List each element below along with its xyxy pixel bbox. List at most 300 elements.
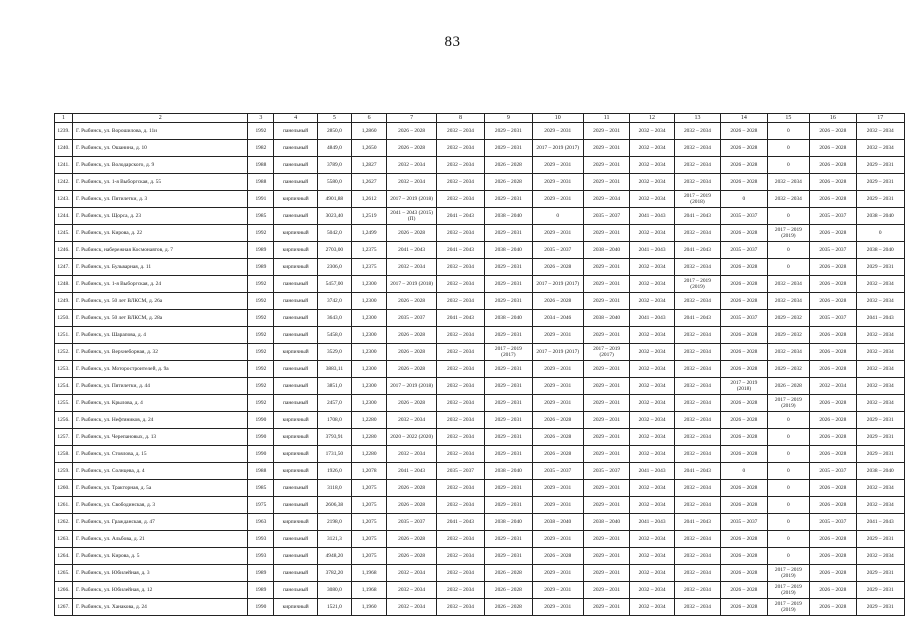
table-cell: 2032 – 2034 — [674, 429, 720, 446]
table-cell: 2032 – 2034 — [436, 412, 484, 429]
table-cell: 1990 — [248, 429, 274, 446]
table-row — [55, 378, 905, 395]
table-cell: панельный — [274, 208, 318, 225]
table-cell: 0 — [767, 208, 810, 225]
table-cell: 2035 – 2037 — [583, 463, 629, 480]
table-cell: 1992 — [248, 310, 274, 327]
table-cell: 3742,0 — [318, 293, 352, 310]
table-cell: 1,1968 — [351, 565, 387, 582]
table-cell: 2038 – 2040 — [532, 514, 583, 531]
table-cell: панельный — [274, 123, 318, 140]
table-cell: 2026 – 2028 — [721, 548, 767, 565]
table-row — [55, 497, 905, 514]
table-cell: 5458,0 — [318, 327, 352, 344]
table-cell: 2032 – 2034 — [387, 259, 436, 276]
table-cell: 1963 — [248, 514, 274, 531]
table-cell: 2035 – 2037 — [810, 310, 856, 327]
table-cell: 2029 – 2031 — [583, 548, 629, 565]
table-cell: 2029 – 2031 — [485, 378, 532, 395]
table-cell: 2026 – 2028 — [721, 344, 767, 361]
table-cell: 2029 – 2031 — [532, 565, 583, 582]
table-cell: 2026 – 2028 — [721, 412, 767, 429]
table-cell: 2026 – 2028 — [721, 361, 767, 378]
table-cell: 2029 – 2031 — [583, 361, 629, 378]
table-cell: 2041 – 2043 — [674, 208, 720, 225]
table-cell: 2032 – 2034 — [436, 225, 484, 242]
table-cell: 2041 – 2043 — [630, 514, 674, 531]
table-cell: 2032 – 2034 — [436, 276, 484, 293]
table-cell: 1993 — [248, 548, 274, 565]
table-cell: 2026 – 2028 — [810, 140, 856, 157]
row-number-cell: 1254. — [55, 378, 73, 395]
column-header: 6 — [351, 114, 387, 123]
table-cell: 2032 – 2034 — [810, 378, 856, 395]
table-cell: 2032 – 2034 — [436, 327, 484, 344]
table-cell: 2029 – 2031 — [583, 157, 629, 174]
table-cell: 2017 – 2019 (2018) — [387, 276, 436, 293]
table-cell: 2029 – 2031 — [583, 412, 629, 429]
table-cell: 2017 – 2019 (2018) — [387, 378, 436, 395]
table-cell: 2029 – 2031 — [583, 582, 629, 599]
table-cell: 2017 – 2019 (2017) — [532, 276, 583, 293]
address-cell: Г. Рыбинск, ул. Пятилетки, д. 44 — [72, 378, 248, 395]
table-cell: 2029 – 2031 — [532, 531, 583, 548]
table-cell: 2035 – 2037 — [810, 208, 856, 225]
table-cell: 2032 – 2034 — [767, 191, 810, 208]
table-cell: 2029 – 2031 — [532, 225, 583, 242]
table-cell: 2026 – 2028 — [810, 327, 856, 344]
table-cell: 2035 – 2037 — [436, 463, 484, 480]
table-row — [55, 548, 905, 565]
table-cell: 2032 – 2034 — [387, 174, 436, 191]
table-cell: 2017 – 2019 (2019) — [767, 395, 810, 412]
address-cell: Г. Рыбинск, ул. Кирова, д. 22 — [72, 225, 248, 242]
table-cell: 2026 – 2028 — [721, 565, 767, 582]
table-cell: 2041 – 2043 (2015) (П) — [387, 208, 436, 225]
table-cell: 2026 – 2028 — [810, 531, 856, 548]
table-cell: 2032 – 2034 — [436, 582, 484, 599]
table-cell: 2026 – 2028 — [721, 599, 767, 616]
table-cell: 2026 – 2028 — [810, 548, 856, 565]
table-row — [55, 446, 905, 463]
table-row — [55, 276, 905, 293]
table-cell: 2029 – 2031 — [532, 395, 583, 412]
table-cell: 1,2300 — [351, 276, 387, 293]
table-cell: 2029 – 2034 — [583, 191, 629, 208]
table-row — [55, 123, 905, 140]
table-cell: 2035 – 2037 — [532, 463, 583, 480]
table-cell: 2029 – 2031 — [485, 259, 532, 276]
address-cell: Г. Рыбинск, ул. 1-я Выборгская, д. 55 — [72, 174, 248, 191]
table-cell: 2035 – 2037 — [721, 514, 767, 531]
table-cell: 2029 – 2031 — [583, 276, 629, 293]
table-cell: 2035 – 2037 — [721, 208, 767, 225]
table-cell: 2032 – 2034 — [630, 412, 674, 429]
address-cell: Г. Рыбинск, ул. Щорса, д. 23 — [72, 208, 248, 225]
table-cell: 2032 – 2034 — [630, 531, 674, 548]
table-cell: 2029 – 2031 — [856, 582, 904, 599]
table-cell: 2029 – 2031 — [583, 565, 629, 582]
table-cell: 1926,0 — [318, 463, 352, 480]
table-cell: 2032 – 2034 — [856, 293, 904, 310]
table-cell: 2035 – 2037 — [387, 310, 436, 327]
table-cell: 2032 – 2034 — [767, 293, 810, 310]
table-cell: 2026 – 2028 — [810, 565, 856, 582]
table-cell: 2029 – 2031 — [485, 497, 532, 514]
table-cell: 2032 – 2034 — [436, 497, 484, 514]
table-cell: 2029 – 2031 — [485, 327, 532, 344]
table-cell: 1,1960 — [351, 599, 387, 616]
table-cell: 2035 – 2037 — [721, 310, 767, 327]
header-row — [55, 114, 905, 123]
table-cell: 2198,0 — [318, 514, 352, 531]
table-cell: 2026 – 2028 — [485, 582, 532, 599]
table-cell: 0 — [856, 225, 904, 242]
table-cell: 0 — [767, 412, 810, 429]
table-cell: 2032 – 2034 — [674, 531, 720, 548]
table-cell: 0 — [767, 242, 810, 259]
table-cell: 2038 – 2040 — [485, 310, 532, 327]
table-cell: 1,2650 — [351, 140, 387, 157]
table-cell: 2032 – 2034 — [387, 599, 436, 616]
column-header: 1 — [55, 114, 73, 123]
table-cell: 2026 – 2028 — [387, 327, 436, 344]
table-cell: 1,2300 — [351, 378, 387, 395]
table-cell: 1,2075 — [351, 531, 387, 548]
table-cell: 2032 – 2034 — [856, 276, 904, 293]
table-cell: 2029 – 2031 — [583, 327, 629, 344]
row-number-cell: 1255. — [55, 395, 73, 412]
column-header: 4 — [274, 114, 318, 123]
table-cell: 2029 – 2031 — [485, 225, 532, 242]
table-cell: 2032 – 2034 — [767, 344, 810, 361]
table-row — [55, 514, 905, 531]
table-cell: 2026 – 2028 — [810, 412, 856, 429]
table-cell: 1993 — [248, 531, 274, 548]
table-cell: 2850,0 — [318, 123, 352, 140]
table-cell: 2041 – 2043 — [387, 242, 436, 259]
table-cell: 2026 – 2028 — [810, 480, 856, 497]
table-cell: 2026 – 2028 — [810, 225, 856, 242]
table-cell: 2032 – 2034 — [674, 123, 720, 140]
table-cell: 2029 – 2031 — [856, 565, 904, 582]
table-cell: 2029 – 2031 — [583, 497, 629, 514]
table-cell: панельный — [274, 497, 318, 514]
table-cell: 2032 – 2034 — [630, 395, 674, 412]
table-cell: панельный — [274, 157, 318, 174]
table-cell: 2026 – 2028 — [532, 412, 583, 429]
table-row — [55, 208, 905, 225]
table-cell: 1,2078 — [351, 463, 387, 480]
table-cell: 2032 – 2034 — [856, 327, 904, 344]
table-cell: 2026 – 2028 — [721, 582, 767, 599]
row-number-cell: 1249. — [55, 293, 73, 310]
column-header: 15 — [767, 114, 810, 123]
table-cell: 0 — [767, 514, 810, 531]
table-cell: 2032 – 2034 — [630, 259, 674, 276]
table-cell: 2035 – 2037 — [810, 463, 856, 480]
table-cell: 4901,88 — [318, 191, 352, 208]
table-cell: 2032 – 2034 — [630, 174, 674, 191]
table-cell: 2026 – 2028 — [387, 395, 436, 412]
table-row — [55, 157, 905, 174]
table-cell: 2029 – 2031 — [583, 480, 629, 497]
row-number-cell: 1262. — [55, 514, 73, 531]
table-cell: 2032 – 2034 — [674, 412, 720, 429]
table-cell: 2029 – 2032 — [767, 327, 810, 344]
table-cell: 2026 – 2028 — [810, 344, 856, 361]
table-cell: 2029 – 2031 — [583, 599, 629, 616]
row-number-cell: 1245. — [55, 225, 73, 242]
column-header: 9 — [485, 114, 532, 123]
table-cell: 2029 – 2031 — [583, 293, 629, 310]
table-cell: 2038 – 2040 — [856, 463, 904, 480]
table-cell: 1992 — [248, 225, 274, 242]
table-cell: 2029 – 2031 — [532, 378, 583, 395]
table-cell: 2032 – 2034 — [674, 378, 720, 395]
table-cell: 2032 – 2034 — [630, 582, 674, 599]
table-cell: 2029 – 2031 — [485, 531, 532, 548]
table-cell: 3789,0 — [318, 157, 352, 174]
table-cell: 2026 – 2028 — [810, 599, 856, 616]
table-cell: 2032 – 2034 — [674, 497, 720, 514]
row-number-cell: 1242. — [55, 174, 73, 191]
table-cell: 2026 – 2028 — [810, 191, 856, 208]
table-cell: 2032 – 2034 — [436, 259, 484, 276]
table-cell: 2029 – 2031 — [856, 412, 904, 429]
table-cell: 2032 – 2034 — [436, 378, 484, 395]
table-cell: 2029 – 2031 — [532, 497, 583, 514]
table-cell: 1992 — [248, 344, 274, 361]
table-cell: 0 — [767, 123, 810, 140]
table-cell: 1,2519 — [351, 208, 387, 225]
table-cell: 2029 – 2031 — [532, 480, 583, 497]
table-cell: 2306,0 — [318, 259, 352, 276]
table-cell: 2026 – 2028 — [810, 446, 856, 463]
table-cell: 2032 – 2034 — [856, 497, 904, 514]
address-cell: Г. Рыбинск, ул. Пятилетки, д. 3 — [72, 191, 248, 208]
table-cell: 3883,11 — [318, 361, 352, 378]
table-cell: 2026 – 2028 — [485, 157, 532, 174]
address-cell: Г. Рыбинск, ул. 1-я Выборгская, д. 24 — [72, 276, 248, 293]
table-cell: 2029 – 2031 — [856, 174, 904, 191]
row-number-cell: 1241. — [55, 157, 73, 174]
table-cell: 2029 – 2031 — [532, 599, 583, 616]
address-cell: Г. Рыбинск, ул. 50 лет ВЛКСМ, д. 28а — [72, 310, 248, 327]
table-cell: 2029 – 2031 — [485, 446, 532, 463]
table-cell: 2032 – 2034 — [436, 548, 484, 565]
table-cell: 0 — [721, 463, 767, 480]
column-header: 5 — [318, 114, 352, 123]
housing-table-container — [54, 113, 905, 616]
row-number-cell: 1244. — [55, 208, 73, 225]
table-cell: 2029 – 2031 — [485, 123, 532, 140]
table-cell: 2026 – 2028 — [721, 293, 767, 310]
table-cell: 3643,0 — [318, 310, 352, 327]
table-cell: 1989 — [248, 565, 274, 582]
row-number-cell: 1247. — [55, 259, 73, 276]
row-number-cell: 1253. — [55, 361, 73, 378]
table-cell: 1989 — [248, 259, 274, 276]
table-cell: 2032 – 2034 — [436, 123, 484, 140]
table-cell: 2038 – 2040 — [583, 514, 629, 531]
table-cell: панельный — [274, 361, 318, 378]
table-cell: 2017 – 2019 (2019) — [767, 225, 810, 242]
row-number-cell: 1252. — [55, 344, 73, 361]
table-cell: 1990 — [248, 412, 274, 429]
table-row — [55, 531, 905, 548]
table-cell: 2026 – 2028 — [532, 446, 583, 463]
table-cell: кирпичный — [274, 514, 318, 531]
table-cell: 2029 – 2031 — [856, 446, 904, 463]
table-cell: 2026 – 2028 — [485, 599, 532, 616]
table-cell: 2032 – 2034 — [630, 497, 674, 514]
table-cell: 2032 – 2034 — [856, 548, 904, 565]
table-cell: кирпичный — [274, 259, 318, 276]
table-cell: 2032 – 2034 — [674, 446, 720, 463]
table-cell: 2041 – 2043 — [630, 242, 674, 259]
table-cell: 1,2300 — [351, 344, 387, 361]
table-cell: 0 — [767, 157, 810, 174]
table-cell: 1,2075 — [351, 480, 387, 497]
table-cell: 2026 – 2028 — [810, 429, 856, 446]
table-cell: 2017 – 2019 (2017) — [485, 344, 532, 361]
table-cell: 1521,0 — [318, 599, 352, 616]
table-cell: 2026 – 2028 — [387, 344, 436, 361]
table-cell: 2032 – 2034 — [630, 344, 674, 361]
table-cell: 2032 – 2034 — [630, 599, 674, 616]
row-number-cell: 1257. — [55, 429, 73, 446]
table-cell: 2029 – 2032 — [767, 361, 810, 378]
row-number-cell: 1258. — [55, 446, 73, 463]
table-cell: 1,2075 — [351, 514, 387, 531]
address-cell: Г. Рыбинск, ул. Гражданская, д. 47 — [72, 514, 248, 531]
table-cell: 2032 – 2034 — [630, 191, 674, 208]
table-cell: 2017 – 2019 (2017) — [583, 344, 629, 361]
table-cell: 2026 – 2028 — [387, 480, 436, 497]
table-cell: 1,2860 — [351, 123, 387, 140]
table-cell: панельный — [274, 276, 318, 293]
table-cell: панельный — [274, 293, 318, 310]
table-cell: 2029 – 2031 — [583, 174, 629, 191]
table-cell: 2041 – 2043 — [630, 463, 674, 480]
table-cell: 2026 – 2028 — [387, 123, 436, 140]
table-cell: кирпичный — [274, 463, 318, 480]
table-cell: 2026 – 2028 — [721, 395, 767, 412]
row-number-cell: 1248. — [55, 276, 73, 293]
table-cell: 2032 – 2034 — [856, 344, 904, 361]
table-cell: 2032 – 2034 — [630, 378, 674, 395]
table-cell: 2457,0 — [318, 395, 352, 412]
table-cell: 1982 — [248, 140, 274, 157]
table-cell: 3529,0 — [318, 344, 352, 361]
row-number-cell: 1267. — [55, 599, 73, 616]
table-cell: 2032 – 2034 — [630, 276, 674, 293]
page-number: 83 — [444, 34, 461, 50]
table-cell: 2026 – 2028 — [387, 293, 436, 310]
table-cell: 2032 – 2034 — [387, 412, 436, 429]
table-row — [55, 293, 905, 310]
table-cell: 2032 – 2034 — [436, 157, 484, 174]
table-cell: 1985 — [248, 480, 274, 497]
table-cell: 2029 – 2031 — [856, 157, 904, 174]
table-cell: 2032 – 2034 — [630, 548, 674, 565]
table-cell: 1990 — [248, 599, 274, 616]
table-cell: 2032 – 2034 — [856, 395, 904, 412]
table-cell: 2029 – 2031 — [485, 191, 532, 208]
table-cell: 2032 – 2034 — [630, 429, 674, 446]
table-cell: 2017 – 2019 (2018) — [721, 378, 767, 395]
table-cell: 2026 – 2028 — [532, 429, 583, 446]
table-cell: 2032 – 2034 — [856, 361, 904, 378]
table-row — [55, 582, 905, 599]
table-cell: 2029 – 2031 — [583, 446, 629, 463]
table-cell: 2017 – 2019 (2019) — [767, 565, 810, 582]
table-cell: 2029 – 2031 — [856, 531, 904, 548]
table-cell: 2032 – 2034 — [674, 327, 720, 344]
table-cell: 2041 – 2043 — [674, 310, 720, 327]
table-cell: 2032 – 2034 — [436, 446, 484, 463]
table-row — [55, 463, 905, 480]
table-cell: 2026 – 2028 — [721, 480, 767, 497]
table-cell: 0 — [767, 497, 810, 514]
table-cell: 2032 – 2034 — [674, 140, 720, 157]
address-cell: Г. Рыбинск, ул. Тракторная, д. 5а — [72, 480, 248, 497]
table-cell: 2029 – 2031 — [532, 327, 583, 344]
column-header: 13 — [674, 114, 720, 123]
address-cell: Г. Рыбинск, ул. Шарапова, д. 4 — [72, 327, 248, 344]
table-row — [55, 412, 905, 429]
table-cell: 5042,0 — [318, 225, 352, 242]
table-cell: 2703,00 — [318, 242, 352, 259]
table-cell: 2038 – 2040 — [583, 242, 629, 259]
table-cell: 2017 – 2019 (2018) — [387, 191, 436, 208]
table-cell: панельный — [274, 310, 318, 327]
table-cell: 2029 – 2031 — [485, 412, 532, 429]
table-cell: 4948,20 — [318, 548, 352, 565]
table-row — [55, 310, 905, 327]
table-cell: 2026 – 2028 — [721, 497, 767, 514]
table-cell: 2038 – 2040 — [856, 242, 904, 259]
table-cell: 2026 – 2028 — [532, 548, 583, 565]
table-cell: 2032 – 2034 — [436, 531, 484, 548]
column-header: 8 — [436, 114, 484, 123]
table-cell: 1989 — [248, 582, 274, 599]
table-cell: 2029 – 2031 — [583, 140, 629, 157]
address-cell: Г. Рыбинск, ул. Альбова, д. 21 — [72, 531, 248, 548]
table-cell: 1,2075 — [351, 497, 387, 514]
table-cell: 2026 – 2028 — [810, 259, 856, 276]
table-cell: 2026 – 2028 — [810, 174, 856, 191]
table-cell: 2038 – 2040 — [856, 208, 904, 225]
table-cell: 2041 – 2043 — [436, 242, 484, 259]
table-cell: 2029 – 2031 — [532, 582, 583, 599]
table-row — [55, 225, 905, 242]
table-cell: 1,2612 — [351, 191, 387, 208]
table-cell: кирпичный — [274, 599, 318, 616]
table-cell: 1,2300 — [351, 395, 387, 412]
table-cell: 2026 – 2028 — [485, 174, 532, 191]
row-number-cell: 1259. — [55, 463, 73, 480]
table-cell: 2029 – 2031 — [532, 123, 583, 140]
table-cell: 2026 – 2028 — [532, 293, 583, 310]
table-cell: 2032 – 2034 — [436, 140, 484, 157]
table-cell: 1989 — [248, 242, 274, 259]
table-cell: 2026 – 2028 — [810, 395, 856, 412]
table-row — [55, 242, 905, 259]
table-cell: кирпичный — [274, 344, 318, 361]
table-cell: 2032 – 2034 — [674, 157, 720, 174]
